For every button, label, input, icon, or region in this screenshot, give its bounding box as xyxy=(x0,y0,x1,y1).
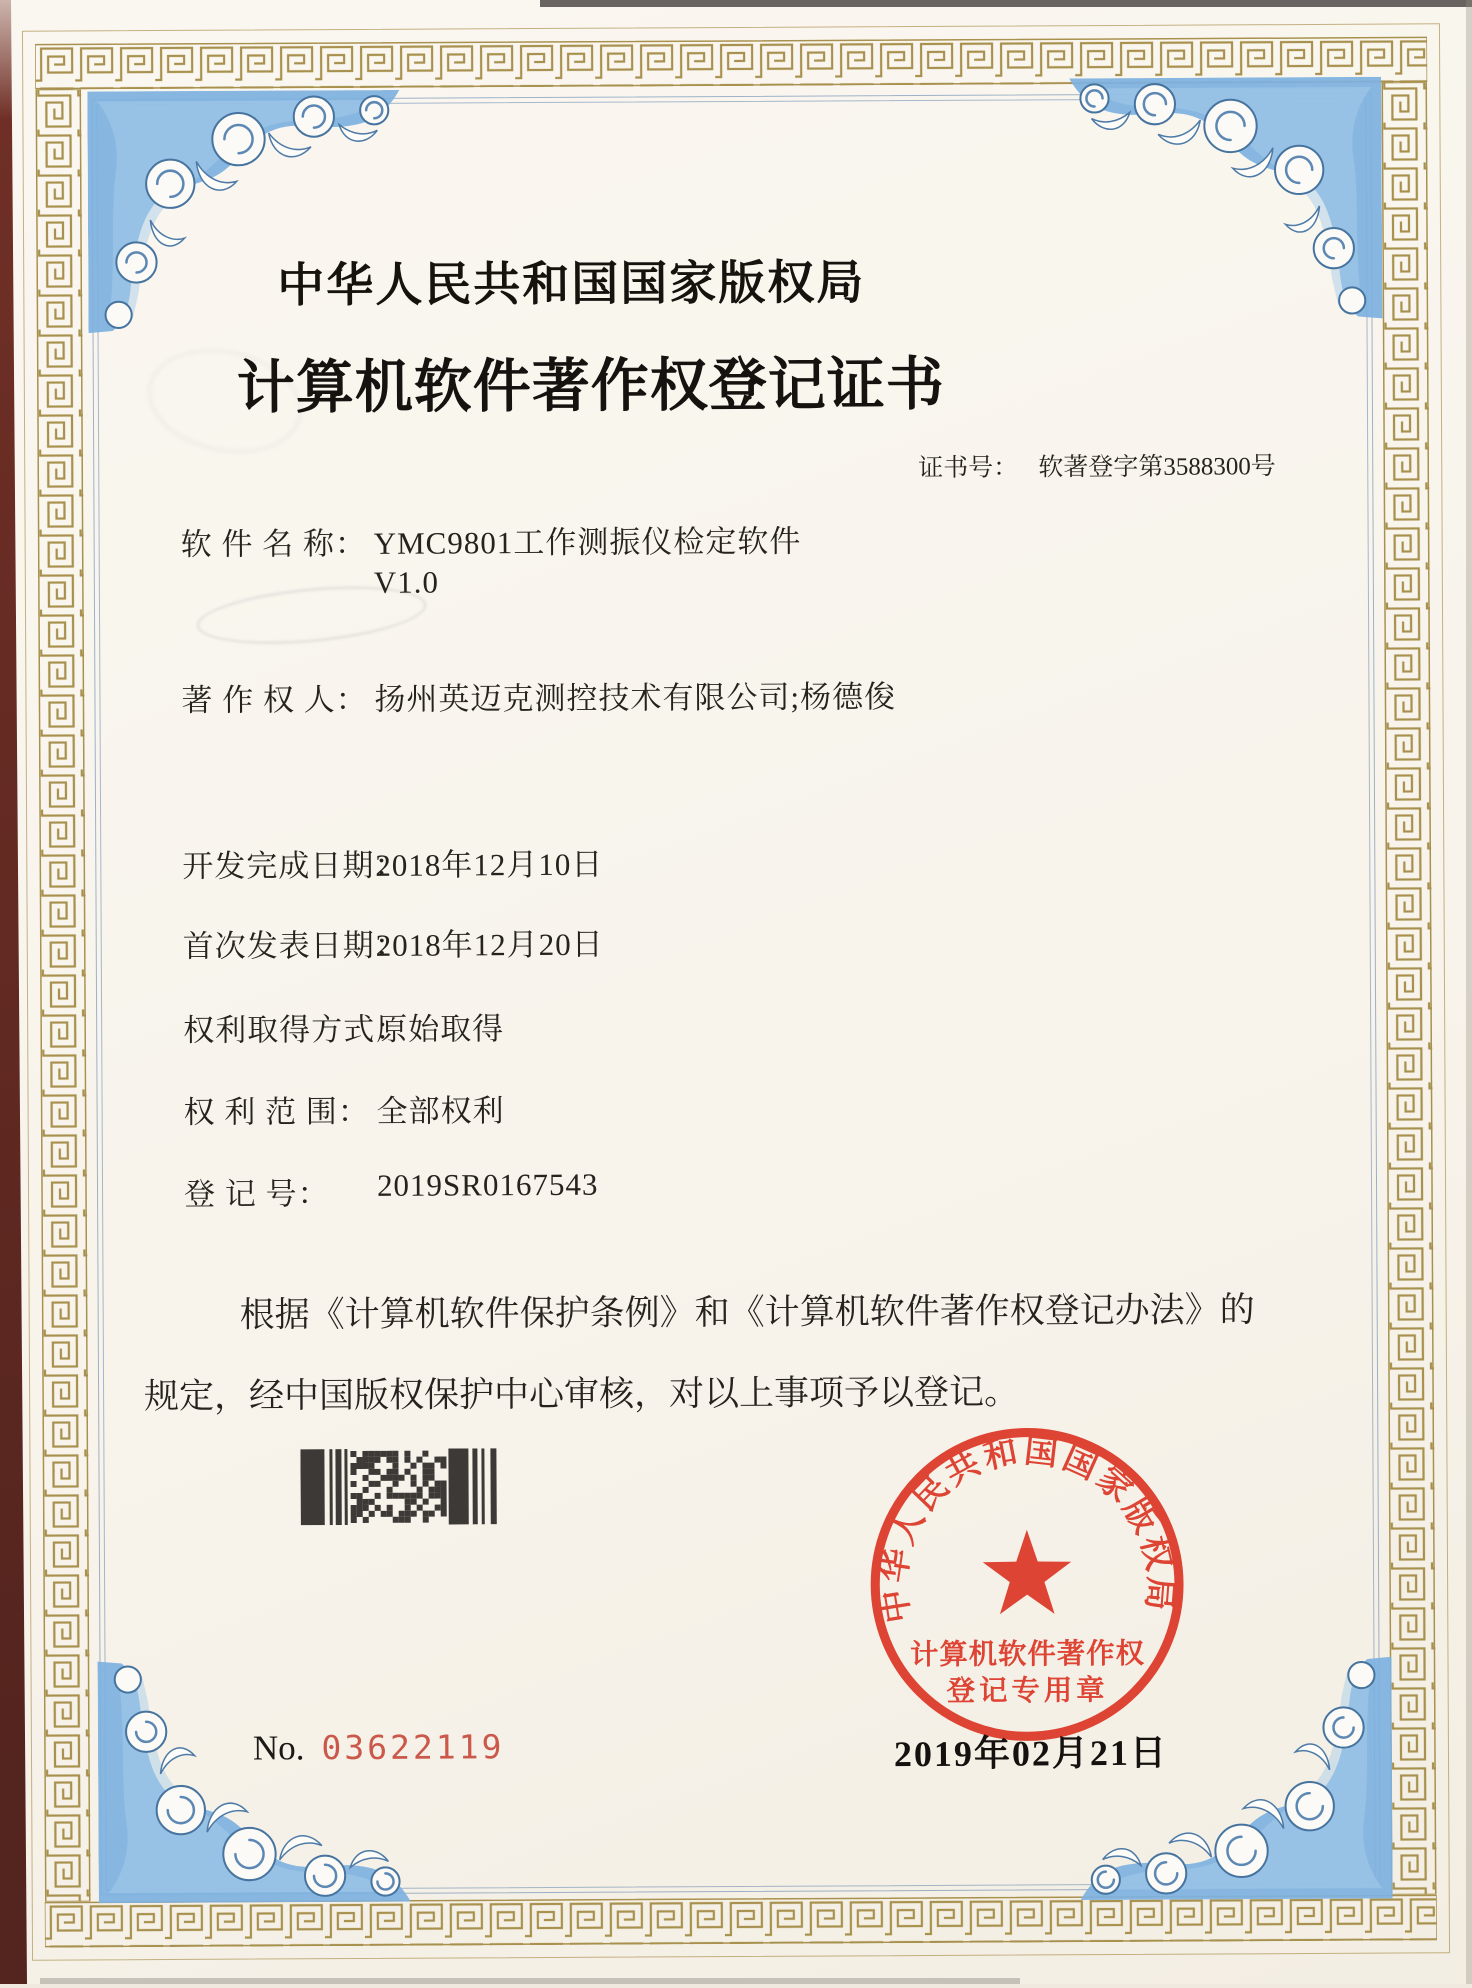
photo-edge-bottom xyxy=(40,1978,1020,1984)
seal-line-1: 计算机软件著作权 xyxy=(909,1638,1145,1672)
serial-prefix: No. xyxy=(252,1728,305,1768)
official-seal xyxy=(864,1422,1190,1748)
photo-edge-top xyxy=(540,0,1472,7)
field-value: 扬州英迈克测控技术有限公司;杨德俊 xyxy=(374,679,897,717)
field-label: 软 件 名 称： xyxy=(180,525,367,562)
issue-date: 2019年02月21日 xyxy=(893,1732,1169,1775)
field-value: 2018年12月10日 xyxy=(375,846,604,883)
flourish-corner-bottom-left xyxy=(97,1660,410,1904)
field-label: 首次发表日期： xyxy=(182,927,407,964)
serial-number: 03622119 xyxy=(321,1727,505,1768)
field-label: 权利取得方式： xyxy=(183,1011,408,1048)
certificate-number-label: 证书号： xyxy=(918,454,1019,483)
field-label: 登 记 号： xyxy=(183,1176,330,1212)
issuing-authority-title: 中华人民共和国国家版权局 xyxy=(277,257,866,313)
field-value: 原始取得 xyxy=(376,1011,505,1047)
flourish-corner-top-right xyxy=(1069,77,1382,321)
field-label: 权 利 范 围： xyxy=(183,1093,370,1130)
certificate-title: 计算机软件著作权登记证书 xyxy=(236,351,946,421)
svg-text:中华人民共和国国家版权局 xyxy=(875,1432,1179,1626)
field-value-version: V1.0 xyxy=(373,564,440,600)
field-value: YMC9801工作测振仪检定软件 xyxy=(373,523,802,561)
meander-border-right xyxy=(1381,82,1436,1894)
meander-border-left xyxy=(35,89,90,1901)
2d-barcode xyxy=(300,1448,500,1525)
seal-line-2: 登记专用章 xyxy=(946,1675,1109,1708)
certificate-number-line xyxy=(918,446,1276,484)
field-value: 2018年12月20日 xyxy=(375,926,604,963)
seal-arc-text: 中华人民共和国国家版权局 xyxy=(875,1432,1179,1626)
serial-number-line xyxy=(253,1727,505,1768)
field-label: 著 作 权 人： xyxy=(181,681,368,718)
field-value: 全部权利 xyxy=(376,1093,505,1129)
statement-line-2: 规定，经中国版权保护中心审核，对以上事项予以登记。 xyxy=(144,1372,1020,1417)
registration-statement xyxy=(143,1269,1324,1437)
field-label: 开发完成日期： xyxy=(182,847,407,884)
seal-star-icon xyxy=(983,1530,1072,1615)
certificate-number-value: 软著登字第3588300号 xyxy=(1038,453,1276,482)
photo-edge-right xyxy=(1466,0,1472,1984)
flourish-corner-top-left xyxy=(87,90,400,334)
statement-line-1: 根据《计算机软件保护条例》和《计算机软件著作权登记办法》的 xyxy=(239,1290,1255,1335)
field-value: 2019SR0167543 xyxy=(376,1166,599,1203)
